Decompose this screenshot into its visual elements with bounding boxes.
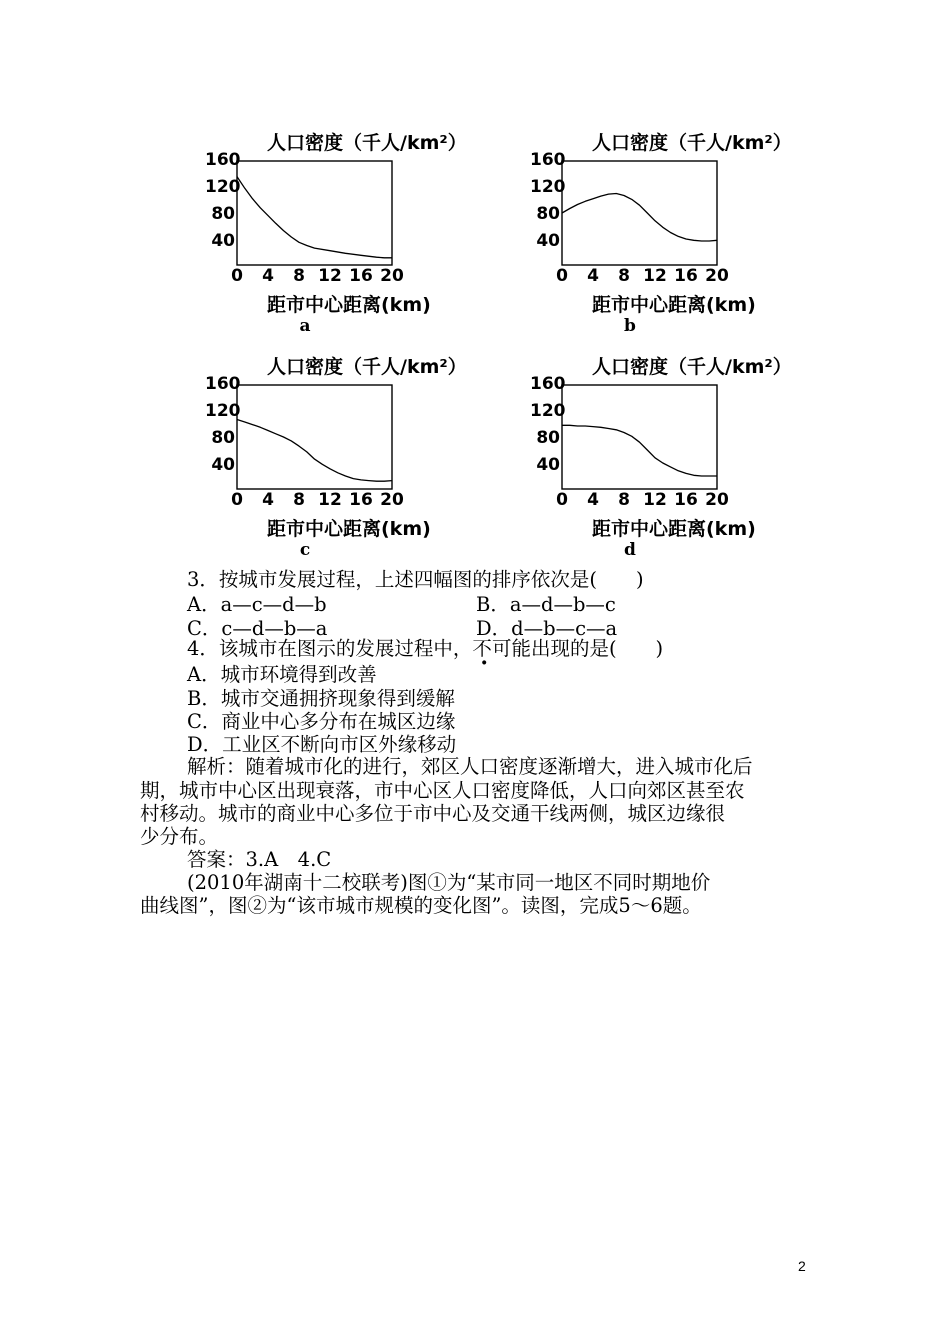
x-tick-label: 0 <box>556 490 568 510</box>
y-tick-label: 120 <box>530 401 566 421</box>
analysis-line: 期，城市中心区出现衰落，市中心区人口密度降低，人口向郊区甚至农 <box>140 779 745 802</box>
plot-frame <box>237 161 392 265</box>
x-tick-label: 20 <box>380 266 404 286</box>
chart-title: 人口密度（千人/km²） <box>592 132 792 154</box>
y-tick-label: 80 <box>536 204 560 224</box>
x-tick-label: 20 <box>705 266 729 286</box>
y-tick-label: 40 <box>211 455 235 475</box>
plot-frame <box>562 385 717 489</box>
y-tick-label: 80 <box>211 204 235 224</box>
y-tick-label: 160 <box>205 150 241 170</box>
question-3-option-a: A．a—c—d—b <box>187 593 327 616</box>
x-tick-label: 20 <box>380 490 404 510</box>
plot-frame <box>562 161 717 265</box>
y-tick-label: 160 <box>205 374 241 394</box>
y-tick-label: 80 <box>211 428 235 448</box>
question-4-stem <box>187 637 663 661</box>
y-tick-label: 160 <box>530 374 566 394</box>
analysis-line: 村移动。城市的商业中心多位于市中心及交通干线两侧，城区边缘很 <box>140 802 726 825</box>
density-curve <box>562 425 717 476</box>
x-tick-label: 8 <box>618 490 630 510</box>
x-tick-label: 0 <box>556 266 568 286</box>
density-curve <box>237 420 392 482</box>
x-tick-label: 0 <box>231 266 243 286</box>
question-4-emphasis: 不 <box>472 637 492 660</box>
x-tick-label: 12 <box>643 266 667 286</box>
x-tick-label: 16 <box>349 490 373 510</box>
x-tick-label: 16 <box>349 266 373 286</box>
chart-letter: c <box>299 540 311 560</box>
x-axis-title: 距市中心距离(km) <box>592 518 756 540</box>
question-3-option-c: C．c—d—b—a <box>187 617 328 640</box>
x-tick-label: 4 <box>262 490 274 510</box>
analysis-line: 解析：随着城市化的进行，郊区人口密度逐渐增大，进入城市化后 <box>187 755 753 778</box>
y-tick-label: 40 <box>211 231 235 251</box>
intro-line: 曲线图”，图②为“该市城市规模的变化图”。读图，完成5～6题。 <box>140 894 702 917</box>
chart-letter: a <box>299 316 311 336</box>
chart-c <box>205 352 535 562</box>
chart-b <box>530 128 860 338</box>
x-tick-label: 8 <box>293 266 305 286</box>
x-tick-label: 0 <box>231 490 243 510</box>
x-tick-label: 8 <box>618 266 630 286</box>
y-tick-label: 120 <box>205 401 241 421</box>
density-curve <box>237 177 392 258</box>
plot-frame <box>237 385 392 489</box>
page-number: 2 <box>798 1258 806 1274</box>
chart-title: 人口密度（千人/km²） <box>267 356 467 378</box>
x-tick-label: 4 <box>587 490 599 510</box>
question-3-stem: 3．按城市发展过程，上述四幅图的排序依次是( ) <box>187 568 644 591</box>
x-axis-title: 距市中心距离(km) <box>267 294 431 316</box>
question-4-stem-start: 4．该城市在图示的发展过程中， <box>187 637 473 660</box>
x-tick-label: 12 <box>318 266 342 286</box>
x-axis-title: 距市中心距离(km) <box>267 518 431 540</box>
x-tick-label: 4 <box>587 266 599 286</box>
y-tick-label: 80 <box>536 428 560 448</box>
question-4-stem-end: 可能出现的是( ) <box>491 637 664 660</box>
x-tick-label: 12 <box>318 490 342 510</box>
y-tick-label: 160 <box>530 150 566 170</box>
question-4-option-c: C．商业中心多分布在城区边缘 <box>187 710 456 733</box>
question-4-option-b: B．城市交通拥挤现象得到缓解 <box>187 687 455 710</box>
density-curve <box>562 194 717 242</box>
question-4-option-d: D．工业区不断向市区外缘移动 <box>187 733 457 756</box>
x-tick-label: 20 <box>705 490 729 510</box>
intro-line: (2010年湖南十二校联考)图①为“某市同一地区不同时期地价 <box>187 871 711 894</box>
y-tick-label: 120 <box>205 177 241 197</box>
chart-letter: d <box>624 540 636 560</box>
y-tick-label: 40 <box>536 231 560 251</box>
answer-line: 答案：3.A 4.C <box>187 848 332 871</box>
y-tick-label: 120 <box>530 177 566 197</box>
chart-title: 人口密度（千人/km²） <box>592 356 792 378</box>
chart-a <box>205 128 535 338</box>
analysis-line: 少分布。 <box>140 825 219 848</box>
x-tick-label: 12 <box>643 490 667 510</box>
x-tick-label: 16 <box>674 490 698 510</box>
x-tick-label: 4 <box>262 266 274 286</box>
question-3-option-d: D．d—b—c—a <box>476 617 618 640</box>
question-4-option-a: A．城市环境得到改善 <box>187 663 377 686</box>
x-tick-label: 8 <box>293 490 305 510</box>
x-tick-label: 16 <box>674 266 698 286</box>
chart-d <box>530 352 860 562</box>
x-axis-title: 距市中心距离(km) <box>592 294 756 316</box>
chart-letter: b <box>624 316 636 336</box>
chart-title: 人口密度（千人/km²） <box>267 132 467 154</box>
y-tick-label: 40 <box>536 455 560 475</box>
question-3-option-b: B．a—d—b—c <box>476 593 616 616</box>
